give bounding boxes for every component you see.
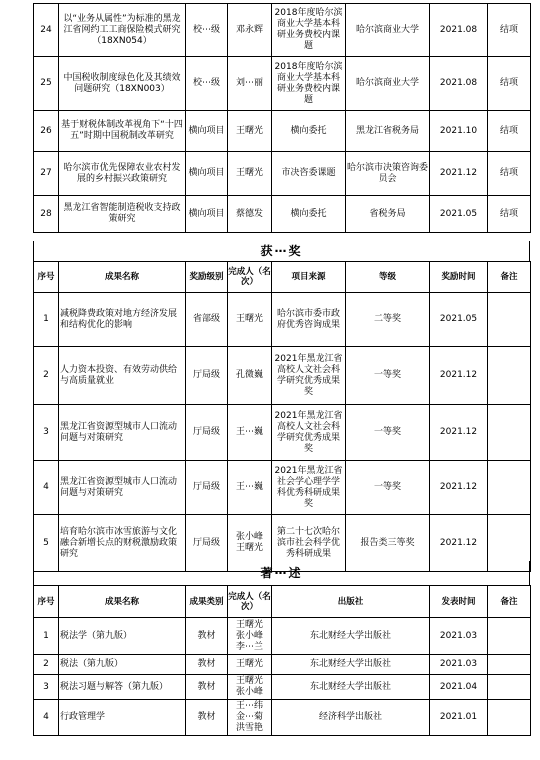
table-row bbox=[34, 675, 531, 700]
cell-source: 2021年黑龙江省高校人文社会科学研究优秀成果奖 bbox=[272, 347, 346, 405]
cell-person: 王曙光 bbox=[228, 293, 272, 347]
cell-grade: 报告类三等奖 bbox=[346, 515, 430, 572]
cell-name: 黑龙江省智能制造税收支持政策研究 bbox=[59, 196, 186, 233]
cell-level: 横向项目 bbox=[186, 196, 228, 233]
cell-time: 2021.12 bbox=[430, 461, 488, 515]
awards-section-title: 获⋯奖 bbox=[33, 241, 530, 261]
cell-no: 26 bbox=[34, 111, 59, 152]
cell-time: 2021.08 bbox=[430, 4, 488, 57]
cell-note bbox=[488, 461, 531, 515]
header-note: 备注 bbox=[488, 262, 531, 293]
table-row bbox=[34, 152, 531, 196]
books-table bbox=[33, 585, 531, 736]
cell-note bbox=[488, 655, 531, 675]
cell-source: 第二十七次哈尔滨市社会科学优秀科研成果 bbox=[272, 515, 346, 572]
cell-status: 结项 bbox=[488, 57, 531, 111]
cell-level: 横向项目 bbox=[186, 111, 228, 152]
table-row bbox=[34, 405, 531, 461]
cell-person: 王⋯巍 bbox=[228, 461, 272, 515]
header-source: 项目来源 bbox=[272, 262, 346, 293]
cell-press: 东北财经大学出版社 bbox=[272, 655, 430, 675]
cell-level: 厅局级 bbox=[186, 515, 228, 572]
cell-no: 4 bbox=[34, 700, 59, 736]
cell-note bbox=[488, 618, 531, 655]
cell-person: 王曙光 张小峰 bbox=[228, 675, 272, 700]
cell-note bbox=[488, 293, 531, 347]
cell-no: 2 bbox=[34, 655, 59, 675]
cell-person: 王⋯巍 bbox=[228, 405, 272, 461]
header-grade: 等级 bbox=[346, 262, 430, 293]
header-no: 序号 bbox=[34, 262, 59, 293]
cell-person: 张小峰 王曙光 bbox=[228, 515, 272, 572]
header-note: 备注 bbox=[488, 586, 531, 618]
cell-no: 28 bbox=[34, 196, 59, 233]
cell-no: 24 bbox=[34, 4, 59, 57]
cell-unit: 省税务局 bbox=[346, 196, 430, 233]
header-person: 完成人（名次） bbox=[228, 586, 272, 618]
cell-time: 2021.03 bbox=[430, 655, 488, 675]
cell-type: 教材 bbox=[186, 700, 228, 736]
header-type: 成果类别 bbox=[186, 586, 228, 618]
header-name: 成果名称 bbox=[59, 586, 186, 618]
header-name: 成果名称 bbox=[59, 262, 186, 293]
cell-time: 2021.05 bbox=[430, 196, 488, 233]
cell-person: 蔡德发 bbox=[228, 196, 272, 233]
cell-name: 以“业务从属性”为标准的黑龙江省网约工工商保险模式研究（18XN054） bbox=[59, 4, 186, 57]
cell-person: 王曙光 bbox=[228, 655, 272, 675]
cell-press: 东北财经大学出版社 bbox=[272, 618, 430, 655]
cell-status: 结项 bbox=[488, 196, 531, 233]
table-row bbox=[34, 618, 531, 655]
cell-source: 横向委托 bbox=[272, 196, 346, 233]
cell-grade: 一等奖 bbox=[346, 405, 430, 461]
cell-source: 横向委托 bbox=[272, 111, 346, 152]
projects-table bbox=[33, 3, 531, 233]
cell-time: 2021.01 bbox=[430, 700, 488, 736]
cell-source: 2021年黑龙江省社会学心理学学科优秀科研成果奖 bbox=[272, 461, 346, 515]
cell-name: 人力资本投资、有效劳动供给与高质量就业 bbox=[59, 347, 186, 405]
header-person: 完成人（名次） bbox=[228, 262, 272, 293]
cell-press: 经济科学出版社 bbox=[272, 700, 430, 736]
cell-unit: 哈尔滨商业大学 bbox=[346, 57, 430, 111]
cell-press: 东北财经大学出版社 bbox=[272, 675, 430, 700]
cell-level: 厅局级 bbox=[186, 461, 228, 515]
cell-note bbox=[488, 675, 531, 700]
cell-time: 2021.03 bbox=[430, 618, 488, 655]
table-row bbox=[34, 655, 531, 675]
cell-name: 税法（第九版） bbox=[59, 655, 186, 675]
table-row bbox=[34, 196, 531, 233]
header-press: 出版社 bbox=[272, 586, 430, 618]
cell-unit: 哈尔滨市决策咨询委员会 bbox=[346, 152, 430, 196]
cell-source: 2018年度哈尔滨商业大学基本科研业务费校内课题 bbox=[272, 57, 346, 111]
cell-time: 2021.12 bbox=[430, 152, 488, 196]
cell-time: 2021.04 bbox=[430, 675, 488, 700]
cell-level: 厅局级 bbox=[186, 405, 228, 461]
header-time: 奖励时间 bbox=[430, 262, 488, 293]
cell-level: 校⋯级 bbox=[186, 4, 228, 57]
cell-level: 校⋯级 bbox=[186, 57, 228, 111]
cell-name: 行政管理学 bbox=[59, 700, 186, 736]
cell-name: 培育哈尔滨市冰雪旅游与文化融合新增长点的财税激励政策研究 bbox=[59, 515, 186, 572]
cell-level: 厅局级 bbox=[186, 347, 228, 405]
cell-time: 2021.12 bbox=[430, 515, 488, 572]
cell-time: 2021.12 bbox=[430, 405, 488, 461]
cell-note bbox=[488, 405, 531, 461]
cell-no: 3 bbox=[34, 405, 59, 461]
cell-person: 刘⋯丽 bbox=[228, 57, 272, 111]
cell-level: 省部级 bbox=[186, 293, 228, 347]
cell-time: 2021.05 bbox=[430, 293, 488, 347]
cell-no: 1 bbox=[34, 293, 59, 347]
cell-person: 王曙光 张小峰 李⋯兰 bbox=[228, 618, 272, 655]
cell-no: 25 bbox=[34, 57, 59, 111]
cell-time: 2021.10 bbox=[430, 111, 488, 152]
cell-source: 哈尔滨市委市政府优秀咨询成果 bbox=[272, 293, 346, 347]
cell-source: 市决咨委课题 bbox=[272, 152, 346, 196]
header-no: 序号 bbox=[34, 586, 59, 618]
cell-name: 税法学（第九版） bbox=[59, 618, 186, 655]
table-row bbox=[34, 111, 531, 152]
cell-name: 减税降费政策对地方经济发展和结构优化的影响 bbox=[59, 293, 186, 347]
header-time: 发表时间 bbox=[430, 586, 488, 618]
cell-grade: 一等奖 bbox=[346, 347, 430, 405]
cell-unit: 黑龙江省税务局 bbox=[346, 111, 430, 152]
cell-time: 2021.08 bbox=[430, 57, 488, 111]
cell-source: 2021年黑龙江省高校人文社会科学研究优秀成果奖 bbox=[272, 405, 346, 461]
cell-person: 孔微巍 bbox=[228, 347, 272, 405]
cell-status: 结项 bbox=[488, 152, 531, 196]
cell-status: 结项 bbox=[488, 111, 531, 152]
cell-no: 5 bbox=[34, 515, 59, 572]
cell-no: 3 bbox=[34, 675, 59, 700]
cell-name: 黑龙江省资源型城市人口流动问题与对策研究 bbox=[59, 405, 186, 461]
cell-note bbox=[488, 700, 531, 736]
cell-no: 27 bbox=[34, 152, 59, 196]
table-row bbox=[34, 347, 531, 405]
cell-time: 2021.12 bbox=[430, 347, 488, 405]
cell-grade: 二等奖 bbox=[346, 293, 430, 347]
cell-name: 基于财税体制改革视角下“十四五”时期中国税制改革研究 bbox=[59, 111, 186, 152]
cell-grade: 一等奖 bbox=[346, 461, 430, 515]
books-section-title: 著⋯述 bbox=[33, 561, 530, 585]
cell-person: 王曙光 bbox=[228, 152, 272, 196]
cell-no: 4 bbox=[34, 461, 59, 515]
books-header-row bbox=[34, 586, 531, 618]
cell-no: 1 bbox=[34, 618, 59, 655]
table-row bbox=[34, 700, 531, 736]
cell-name: 哈尔滨市优先保障农业农村发展的乡村振兴政策研究 bbox=[59, 152, 186, 196]
cell-no: 2 bbox=[34, 347, 59, 405]
cell-name: 税法习题与解答（第九版） bbox=[59, 675, 186, 700]
cell-name: 黑龙江省资源型城市人口流动问题与对策研究 bbox=[59, 461, 186, 515]
cell-person: 王曙光 bbox=[228, 111, 272, 152]
table-row bbox=[34, 293, 531, 347]
awards-header-row bbox=[34, 262, 531, 293]
table-row bbox=[34, 461, 531, 515]
cell-unit: 哈尔滨商业大学 bbox=[346, 4, 430, 57]
cell-name: 中国税收制度绿色化及其绩效问题研究（18XN003） bbox=[59, 57, 186, 111]
cell-level: 横向项目 bbox=[186, 152, 228, 196]
header-level: 奖励级别 bbox=[186, 262, 228, 293]
cell-note bbox=[488, 347, 531, 405]
table-row bbox=[34, 57, 531, 111]
cell-type: 教材 bbox=[186, 675, 228, 700]
cell-type: 教材 bbox=[186, 618, 228, 655]
cell-source: 2018年度哈尔滨商业大学基本科研业务费校内课题 bbox=[272, 4, 346, 57]
cell-person: 王⋯纬 金⋯菊 洪雪艳 bbox=[228, 700, 272, 736]
cell-type: 教材 bbox=[186, 655, 228, 675]
cell-status: 结项 bbox=[488, 4, 531, 57]
table-row bbox=[34, 4, 531, 57]
awards-table bbox=[33, 261, 531, 572]
cell-person: 邓永辉 bbox=[228, 4, 272, 57]
